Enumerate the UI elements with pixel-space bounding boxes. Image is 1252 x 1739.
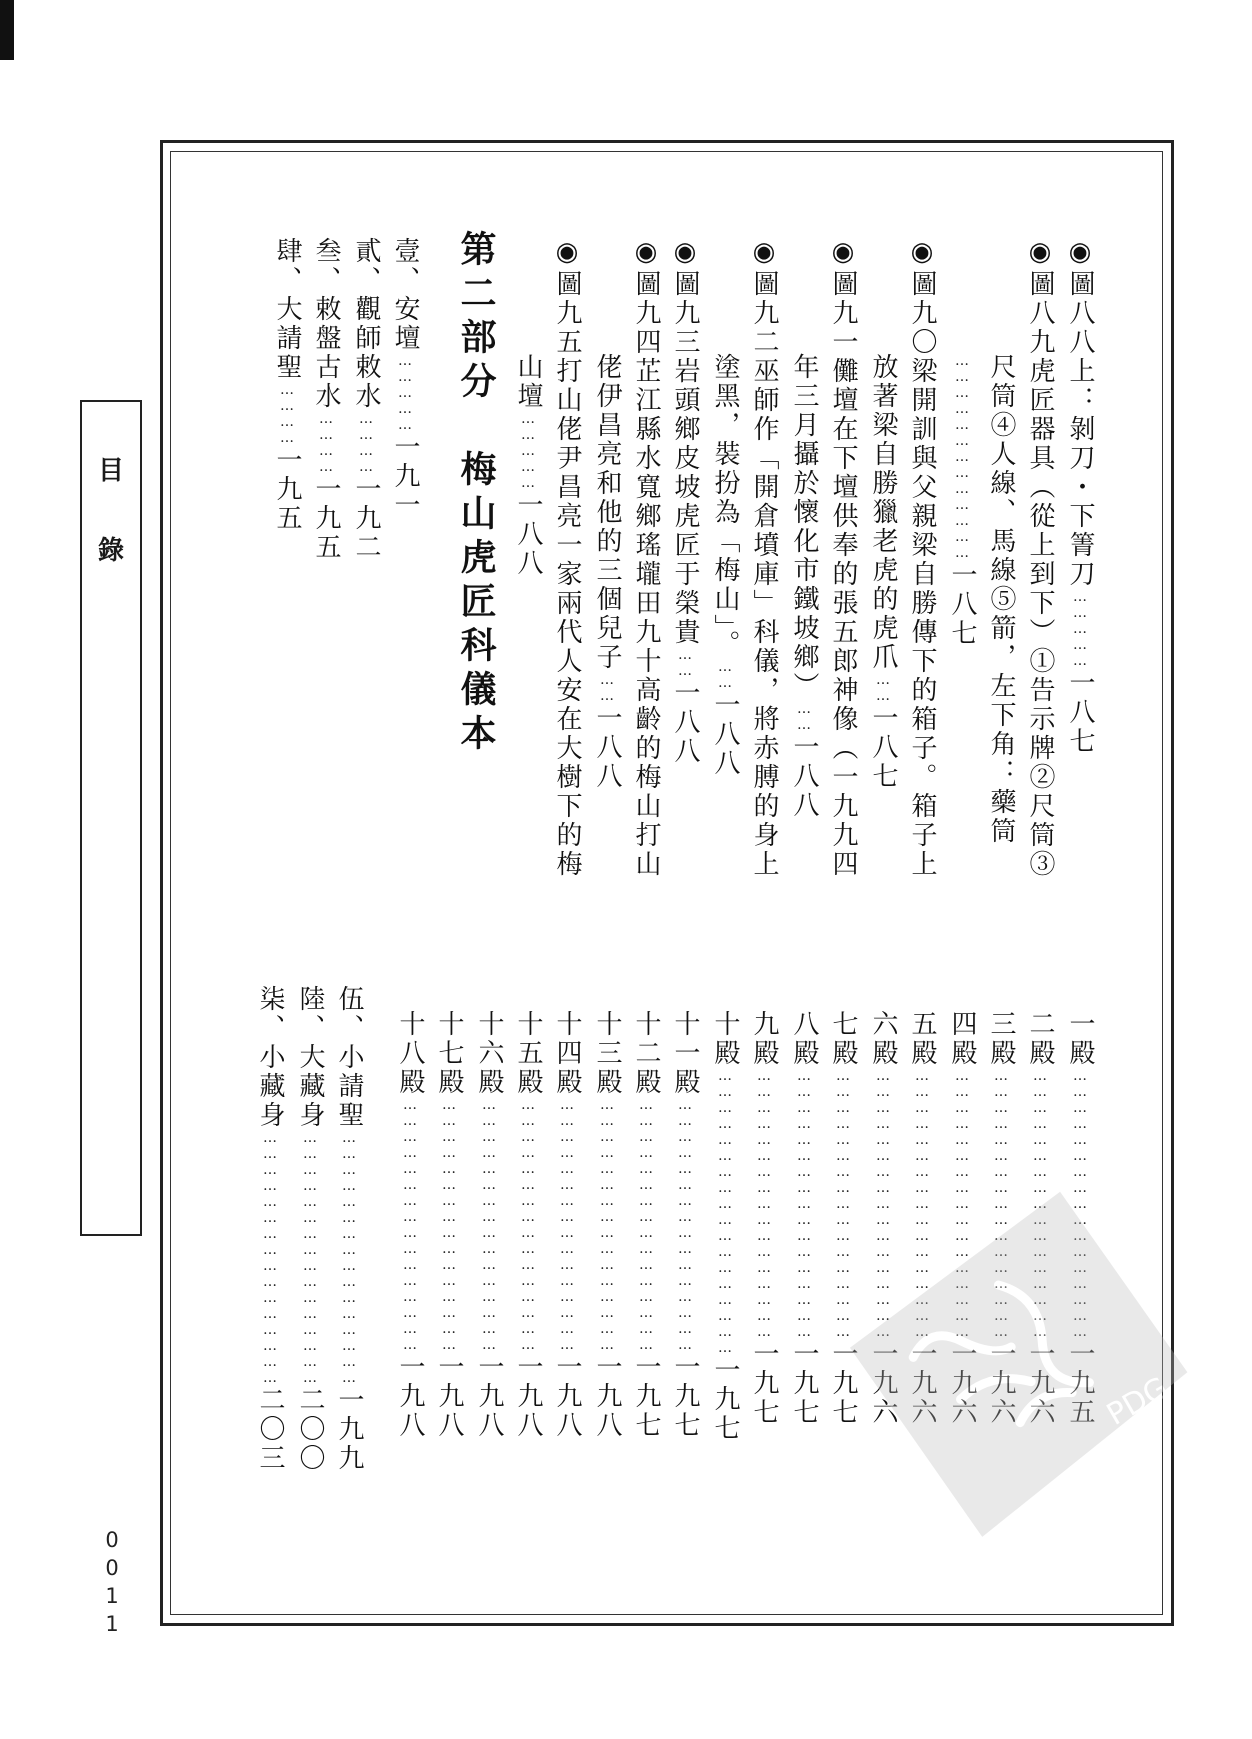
toc-line: ◉圖九五打山佬尹昌亮一家兩代人安在大樹下的梅 <box>552 237 582 879</box>
toc-line: ◉圖九一儺壇在下壇供奉的張五郎神像（一九九四 <box>828 237 858 879</box>
dot-leader: …………………………………………… <box>954 1068 970 1340</box>
dot-leader: ………………………………………… <box>677 1097 693 1353</box>
dot-leader: …… <box>677 647 693 679</box>
side-tab-char-lu: 錄 <box>97 536 124 566</box>
watermark-text: PDG <box>1100 1370 1175 1433</box>
toc-line: 八殿……………………………………………一九七 <box>789 1010 819 1427</box>
toc-line: ◉圖九二巫師作「開倉墳庫」科儀，將赤膊的身上 <box>749 237 779 879</box>
toc-line: 十三殿…………………………………………一九八 <box>592 1010 622 1440</box>
dot-leader: …… <box>599 672 615 704</box>
dot-leader: ………… <box>358 411 374 475</box>
toc-line: 肆、大請聖…………一九五 <box>272 237 302 533</box>
side-tab-char-mu: 目 <box>97 456 124 486</box>
toc-line: ◉圖九三岩頭鄉皮坡虎匠于榮貴……一八八 <box>670 237 700 766</box>
toc-line: 年三月攝於懷化市鐵坡鄉）……一八八 <box>789 353 819 820</box>
dot-leader: ………………………………… <box>954 353 970 561</box>
dot-leader: …………………………………………… <box>914 1068 930 1340</box>
toc-line: 山壇……………一八八 <box>513 353 543 578</box>
dot-leader: …………… <box>520 411 536 491</box>
dot-leader: ………………………………………… <box>520 1097 536 1353</box>
toc-line: 柒、小藏身…………………………………………二〇三 <box>255 985 285 1473</box>
dot-leader: ………………………………………… <box>638 1097 654 1353</box>
toc-line: 塗黑，裝扮為「梅山」。……一八八 <box>710 353 740 778</box>
dot-leader: …………………………………………… <box>1032 1068 1048 1340</box>
toc-line: ◉圖八九虎匠器具（從上到下）①告示牌②尺筒③ <box>1025 237 1055 879</box>
toc-line: …………………………………一八七 <box>947 353 977 648</box>
dot-leader: ………… <box>318 411 334 475</box>
toc-line: 叁、敕盤古水…………一九五 <box>311 237 341 562</box>
toc-line: 六殿……………………………………………一九六 <box>868 1010 898 1427</box>
dot-leader: ……………………………………………… <box>717 1068 733 1356</box>
contents-side-tab <box>80 400 142 1236</box>
dot-leader: ………………………………………… <box>302 1130 318 1386</box>
dot-leader: ………………………………………… <box>481 1097 497 1353</box>
dot-leader: ………………………………………… <box>559 1097 575 1353</box>
dot-leader: …… <box>796 701 812 733</box>
dot-leader: …………………………………………… <box>1072 1068 1088 1340</box>
toc-line: ◉圖九四芷江縣水寬鄉瑤壠田九十高齡的梅山打山 <box>631 237 661 879</box>
dot-leader: …………… <box>397 353 413 433</box>
toc-line: 四殿……………………………………………一九六 <box>947 1010 977 1427</box>
toc-line: 十一殿…………………………………………一九七 <box>670 1010 700 1440</box>
toc-line: 九殿……………………………………………一九七 <box>749 1010 779 1427</box>
dot-leader: …………………………………………… <box>756 1068 772 1340</box>
page-number: 0011 <box>100 1528 124 1640</box>
dot-leader: ………… <box>279 382 295 446</box>
toc-line: ◉圖九〇梁開訓與父親梁自勝傳下的箱子。箱子上 <box>907 237 937 879</box>
toc-line: 伍、小請聖…………………………………………一九九 <box>334 985 364 1473</box>
toc-line: 二殿……………………………………………一九六 <box>1025 1010 1055 1427</box>
toc-line: 佬伊昌亮和他的三個兒子……一八八 <box>592 353 622 791</box>
dot-leader: ………………………………………… <box>402 1097 418 1353</box>
toc-line: 七殿……………………………………………一九七 <box>828 1010 858 1427</box>
dot-leader: …… <box>875 672 891 704</box>
toc-line: 十六殿…………………………………………一九八 <box>474 1010 504 1440</box>
toc-line: 尺筒④人線、馬線⑤箭，左下角：藥筒 <box>986 353 1016 846</box>
toc-line: 陸、大藏身…………………………………………二〇〇 <box>295 985 325 1473</box>
toc-line: 十四殿…………………………………………一九八 <box>552 1010 582 1440</box>
dot-leader: ………………………………………… <box>441 1097 457 1353</box>
dot-leader: …………………………………………… <box>796 1068 812 1340</box>
toc-line: 五殿……………………………………………一九六 <box>907 1010 937 1427</box>
toc-line: 十五殿…………………………………………一九八 <box>513 1010 543 1440</box>
part-two-heading: 第二部分 梅山虎匠科儀本 <box>455 230 497 758</box>
toc-line: 三殿……………………………………………一九六 <box>986 1010 1016 1427</box>
dot-leader: …… <box>717 659 733 691</box>
toc-line: 十八殿…………………………………………一九八 <box>395 1010 425 1440</box>
dot-leader: ………………………………………… <box>262 1130 278 1386</box>
toc-line: 十二殿…………………………………………一九七 <box>631 1010 661 1440</box>
dot-leader: …………… <box>1072 589 1088 669</box>
dot-leader: …………………………………………… <box>993 1068 1009 1340</box>
toc-line: 貳、觀師敕水…………一九二 <box>351 237 381 562</box>
dot-leader: ………………………………………… <box>599 1097 615 1353</box>
toc-line: 十殿………………………………………………一九七 <box>710 1010 740 1443</box>
toc-line: 放著梁自勝獵老虎的虎爪……一八七 <box>868 353 898 791</box>
dot-leader: ………………………………………… <box>341 1130 357 1386</box>
page-edge-mark <box>0 0 14 60</box>
dot-leader: …………………………………………… <box>835 1068 851 1340</box>
dot-leader: …………………………………………… <box>875 1068 891 1340</box>
toc-line: 十七殿…………………………………………一九八 <box>434 1010 464 1440</box>
toc-line: 一殿……………………………………………一九五 <box>1065 1010 1095 1427</box>
toc-line: ◉圖八八上：剝刀・下箐刀……………一八七 <box>1065 237 1095 756</box>
toc-line: 壹、安壇……………一九一 <box>390 237 420 520</box>
